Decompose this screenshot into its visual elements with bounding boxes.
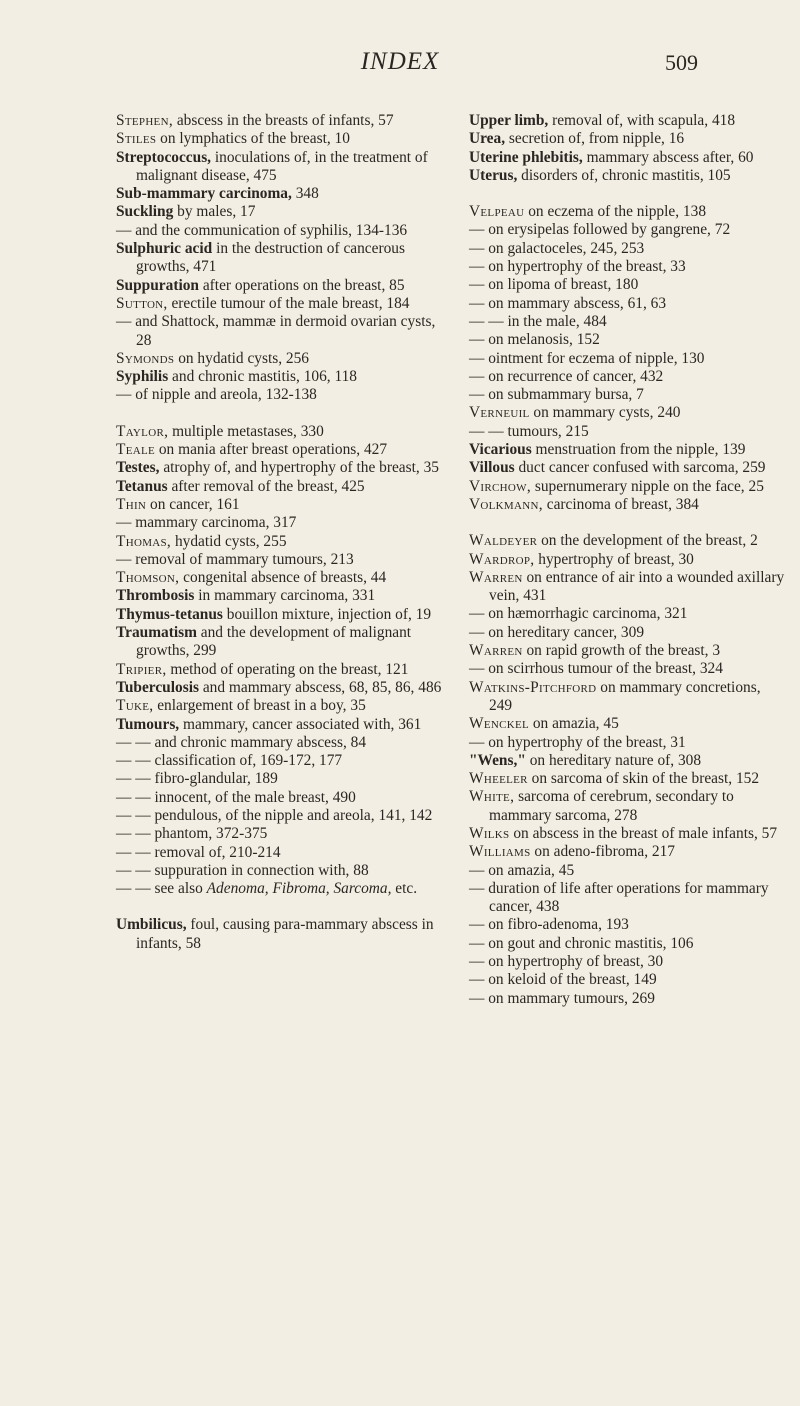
entry-text: on adeno-fibroma, 217	[530, 843, 676, 861]
entry-heading: Verneuil	[469, 404, 530, 422]
entry-heading: —	[469, 733, 485, 751]
entry-heading: —	[116, 386, 132, 404]
entry-heading: — —	[116, 880, 151, 898]
entry-heading: Tuke,	[116, 697, 154, 715]
letter-section-gap	[469, 514, 785, 532]
entry-text: on lymphatics of the breast, 10	[156, 130, 350, 148]
entry-heading: Volkmann,	[469, 495, 543, 513]
entry-text: sarcoma of cerebrum, secondary to mammary sarcoma, 278	[489, 788, 734, 824]
index-entry	[469, 459, 785, 477]
entry-heading: — —	[469, 422, 504, 440]
entry-heading: —	[469, 861, 485, 879]
index-entry	[469, 624, 785, 642]
index-entry	[469, 441, 785, 459]
index-entry	[116, 533, 450, 551]
entry-heading: — —	[469, 312, 504, 330]
entry-heading: Uterus,	[469, 166, 518, 184]
entry-heading: Thomas,	[116, 532, 172, 550]
index-entry	[469, 734, 785, 752]
entry-text: duct cancer confused with sarcoma, 259	[514, 459, 766, 477]
entry-heading: Uterine phlebitis,	[469, 148, 583, 166]
index-entry	[469, 295, 785, 313]
entry-text: on amazia, 45	[529, 715, 619, 733]
entry-heading: —	[469, 989, 485, 1007]
entry-text: removal of mammary tumours, 213	[131, 550, 354, 568]
entry-text: duration of life after operations for mammary cancer, 438	[484, 879, 769, 916]
index-entry	[469, 258, 785, 276]
entry-text: removal of, with scapula, 418	[548, 112, 736, 129]
entry-heading: Tumours,	[116, 715, 180, 733]
entry-text: supernumerary nipple on the face, 25	[530, 477, 764, 495]
entry-text: on mammary abscess, 61, 63	[484, 294, 667, 312]
entry-heading: Thrombosis	[116, 587, 195, 605]
entry-text: on gout and chronic mastitis, 106	[484, 934, 694, 952]
entry-heading: —	[469, 239, 485, 257]
index-entry	[116, 459, 450, 477]
entry-text: on hypertrophy of the breast, 33	[484, 258, 686, 276]
entry-text: after operations on the breast, 85	[198, 276, 405, 294]
entry-heading: Umbilicus,	[116, 916, 187, 934]
entry-heading: Warren	[469, 642, 523, 660]
entry-heading: Thomson,	[116, 569, 180, 587]
entry-text: and mammary abscess, 68, 85, 86, 486	[198, 678, 442, 696]
entry-text: enlargement of breast in a boy, 35	[153, 697, 366, 715]
index-entry	[116, 916, 450, 953]
entry-text: abscess in the breasts of infants, 57	[172, 112, 394, 129]
index-entry	[469, 953, 785, 971]
entry-text: suppuration in connection with, 88	[150, 861, 369, 879]
entry-heading: —	[469, 660, 485, 678]
index-entry	[469, 331, 785, 349]
entry-heading: — —	[116, 733, 151, 751]
entry-cross-reference: Adenoma, Fibroma, Sarcoma,	[206, 880, 392, 898]
index-entry	[116, 716, 450, 734]
entry-text: by males, 17	[173, 203, 256, 221]
index-entry	[116, 587, 450, 605]
index-entry	[469, 679, 785, 716]
entry-text: 348	[291, 185, 319, 203]
index-entry	[116, 661, 450, 679]
entry-text: on lipoma of breast, 180	[484, 276, 639, 294]
entry-text: on abscess in the breast of male infants, 57	[509, 824, 778, 842]
index-entry	[469, 551, 785, 569]
index-entry	[116, 807, 450, 825]
index-entry	[116, 277, 450, 295]
entry-heading: — —	[116, 770, 151, 788]
index-entry	[116, 770, 450, 788]
index-entry	[469, 112, 785, 130]
index-entry	[469, 825, 785, 843]
entry-text: hydatid cysts, 255	[171, 532, 287, 550]
index-entry	[116, 496, 450, 514]
index-entry	[469, 350, 785, 368]
entry-text: the communication of syphilis, 134-136	[157, 221, 408, 239]
letter-section-gap	[469, 185, 785, 203]
entry-text: of nipple and areola, 132-138	[131, 386, 317, 404]
entry-heading: Warren	[469, 568, 523, 586]
entry-text: removal of, 210-214	[150, 843, 281, 861]
entry-text: secretion of, from nipple, 16	[505, 130, 685, 148]
entry-text: on eczema of the nipple, 138	[524, 203, 707, 221]
index-entry	[469, 880, 785, 917]
entry-heading: Watkins-Pitchford	[469, 678, 597, 696]
index-entry	[116, 350, 450, 368]
entry-text: ointment for eczema of nipple, 130	[484, 349, 705, 367]
entry-text: in the male, 484	[503, 312, 607, 330]
entry-heading: — —	[116, 843, 151, 861]
entry-text: on scirrhous tumour of the breast, 324	[484, 660, 723, 678]
entry-text: carcinoma of breast, 384	[542, 495, 699, 513]
entry-text: see also	[150, 880, 207, 898]
entry-heading: — —	[116, 788, 151, 806]
entry-text: congenital absence of breasts, 44	[179, 569, 387, 587]
entry-heading: —	[469, 953, 485, 971]
entry-text: on rapid growth of the breast, 3	[522, 642, 721, 660]
entry-heading: Tripier,	[116, 660, 167, 678]
index-entry	[469, 404, 785, 422]
entry-text: and the development of malignant growths, 299	[136, 624, 412, 660]
index-entry	[116, 130, 450, 148]
entry-heading: Streptococcus,	[116, 148, 212, 166]
index-entry	[116, 551, 450, 569]
entry-heading: Vicarious	[469, 441, 532, 459]
entry-text: on entrance of air into a wounded axillary vein, 431	[489, 568, 785, 605]
entry-text: on the development of the breast, 2	[537, 532, 758, 550]
entry-text: fibro-glandular, 189	[150, 770, 278, 788]
entry-text: on hypertrophy of the breast, 31	[484, 733, 686, 751]
entry-text: on mammary concretions, 249	[489, 678, 761, 714]
index-entry	[469, 167, 785, 185]
entry-text: in the destruction of cancerous growths, 471	[136, 240, 405, 276]
entry-text: on hereditary cancer, 309	[484, 623, 645, 641]
index-entry	[116, 697, 450, 715]
entry-text: inoculations of, in the treatment of malignant disease, 475	[136, 148, 428, 184]
entry-heading: Traumatism	[116, 624, 197, 642]
index-entry	[116, 112, 450, 130]
entry-text: mammary abscess after, 60	[582, 148, 754, 166]
entry-heading: "Wens,"	[469, 751, 526, 769]
entry-text: on sarcoma of skin of the breast, 152	[527, 770, 760, 788]
index-entry	[469, 240, 785, 258]
entry-heading: Symonds	[116, 349, 175, 367]
entry-text: on erysipelas followed by gangrene, 72	[484, 221, 731, 239]
letter-section-gap	[116, 405, 450, 423]
entry-heading: — —	[116, 752, 151, 770]
entry-heading: Wheeler	[469, 770, 528, 788]
entry-heading: Thin	[116, 495, 147, 513]
entry-heading: Urea,	[469, 130, 506, 148]
index-entry	[469, 788, 785, 825]
entry-heading: Syphilis	[116, 368, 169, 386]
index-entry	[469, 642, 785, 660]
index-entry	[116, 441, 450, 459]
index-entry	[116, 569, 450, 587]
index-entry	[469, 478, 785, 496]
index-entry	[116, 222, 450, 240]
index-entry	[116, 880, 450, 898]
entry-heading: Suppuration	[116, 276, 199, 294]
entry-heading: Stephen,	[116, 112, 173, 129]
entry-heading: White,	[469, 788, 515, 806]
index-entry	[469, 843, 785, 861]
entry-heading: Tuberculosis	[116, 678, 199, 696]
entry-heading: — —	[116, 861, 151, 879]
index-entry	[116, 185, 450, 203]
entry-text: menstruation from the nipple, 139	[531, 441, 746, 459]
entry-heading: — —	[116, 825, 151, 843]
index-entry	[469, 660, 785, 678]
entry-text: pendulous, of the nipple and areola, 141, 142	[150, 806, 433, 824]
entry-text: on hydatid cysts, 256	[174, 349, 310, 367]
entry-heading: Wardrop,	[469, 550, 535, 568]
entry-heading: —	[469, 605, 485, 623]
entry-heading: — and	[116, 313, 158, 331]
entry-heading: —	[469, 916, 485, 934]
entry-heading: Stiles	[116, 130, 157, 148]
entry-text: on mania after breast operations, 427	[155, 441, 388, 459]
entry-text: on mammary tumours, 269	[484, 989, 655, 1007]
index-entry	[469, 971, 785, 989]
entry-heading: Williams	[469, 843, 531, 861]
entry-text: on recurrence of cancer, 432	[484, 367, 664, 385]
entry-heading: Velpeau	[469, 203, 525, 221]
entry-heading: Sub-mammary carcinoma,	[116, 185, 292, 203]
entry-text: on mammary cysts, 240	[529, 404, 681, 422]
entry-heading: Wenckel	[469, 715, 530, 733]
index-entry	[116, 789, 450, 807]
entry-text: and chronic mammary abscess, 84	[150, 733, 367, 751]
index-entry	[116, 752, 450, 770]
entry-heading: Sutton,	[116, 294, 168, 312]
entry-text: on galactoceles, 245, 253	[484, 239, 645, 257]
entry-heading: Wilks	[469, 824, 510, 842]
page-number: 509	[665, 50, 698, 75]
index-entry	[469, 916, 785, 934]
entry-text: method of operating on the breast, 121	[166, 660, 409, 678]
entry-heading: Suckling	[116, 203, 174, 221]
index-entry	[116, 295, 450, 313]
entry-text: on melanosis, 152	[484, 331, 600, 349]
index-entry	[469, 221, 785, 239]
letter-section-gap	[116, 898, 450, 916]
index-entry	[116, 606, 450, 624]
page-header	[0, 48, 800, 88]
index-entry	[469, 990, 785, 1008]
index-entry	[116, 478, 450, 496]
index-column-right	[469, 112, 785, 1008]
index-entry	[469, 752, 785, 770]
entry-heading: Villous	[469, 459, 515, 477]
index-entry	[469, 862, 785, 880]
entry-text: tumours, 215	[503, 422, 589, 440]
entry-heading: Thymus-tetanus	[116, 605, 223, 623]
entry-heading: —	[469, 349, 485, 367]
entry-heading: Sulphuric acid	[116, 240, 213, 258]
index-entry	[116, 203, 450, 221]
entry-text: atrophy of, and hypertrophy of the breast, 35	[159, 459, 439, 477]
entry-text: phantom, 372-375	[150, 825, 268, 843]
entry-heading: —	[116, 514, 132, 532]
index-entry	[116, 313, 450, 350]
entry-text: after removal of the breast, 425	[167, 477, 365, 495]
index-entry	[469, 386, 785, 404]
index-entry	[116, 825, 450, 843]
entry-text: on cancer, 161	[146, 495, 240, 513]
entry-heading: Upper limb,	[469, 112, 549, 129]
entry-heading: — —	[116, 806, 151, 824]
entry-heading: —	[469, 276, 485, 294]
entry-tail: etc.	[391, 880, 418, 898]
entry-text: on amazia, 45	[484, 861, 575, 879]
index-entry	[469, 203, 785, 221]
index-entry	[116, 624, 450, 661]
entry-text: on submammary bursa, 7	[484, 386, 644, 404]
entry-text: innocent, of the male breast, 490	[150, 788, 356, 806]
entry-text: on hypertrophy of breast, 30	[484, 953, 664, 971]
entry-text: on hæmorrhagic carcinoma, 321	[484, 605, 688, 623]
entry-heading: —	[469, 623, 485, 641]
entry-heading: Virchow,	[469, 477, 531, 495]
index-entry	[469, 149, 785, 167]
index-entry	[469, 423, 785, 441]
index-entry	[469, 130, 785, 148]
entry-text: on keloid of the breast, 149	[484, 971, 657, 989]
index-entry	[469, 532, 785, 550]
entry-text: mammary carcinoma, 317	[131, 514, 297, 532]
index-entry	[116, 149, 450, 186]
index-entry	[469, 496, 785, 514]
entry-heading: Tetanus	[116, 477, 168, 495]
index-entry	[116, 679, 450, 697]
entry-text: Shattock, mammæ in dermoid ovarian cysts, 28	[136, 313, 436, 349]
index-entry	[116, 368, 450, 386]
index-entry	[116, 862, 450, 880]
index-entry	[469, 368, 785, 386]
entry-heading: —	[469, 971, 485, 989]
entry-text: on hereditary nature of, 308	[525, 751, 702, 769]
entry-heading: —	[469, 386, 485, 404]
entry-heading: —	[469, 294, 485, 312]
entry-heading: —	[116, 550, 132, 568]
entry-text: bouillon mixture, injection of, 19	[222, 605, 432, 623]
index-entry	[469, 605, 785, 623]
entry-text: classification of, 169-172, 177	[150, 752, 343, 770]
entry-text: foul, causing para-mammary abscess in infants, 58	[136, 916, 434, 952]
entry-text: multiple metastases, 330	[168, 422, 324, 440]
entry-heading: — and	[116, 221, 158, 239]
entry-text: and chronic mastitis, 106, 118	[168, 368, 357, 386]
entry-heading: —	[469, 221, 485, 239]
entry-text: on fibro-adenoma, 193	[484, 916, 629, 934]
entry-heading: —	[469, 367, 485, 385]
entry-text: disorders of, chronic mastitis, 105	[517, 166, 731, 184]
index-entry	[469, 276, 785, 294]
index-entry	[116, 386, 450, 404]
index-entry	[116, 734, 450, 752]
entry-text: mammary, cancer associated with, 361	[179, 715, 422, 733]
index-column-left	[116, 112, 450, 953]
index-entry	[116, 514, 450, 532]
running-title: INDEX	[360, 48, 440, 75]
index-entry	[116, 240, 450, 277]
entry-text: in mammary carcinoma, 331	[194, 587, 376, 605]
index-entry	[469, 569, 785, 606]
entry-text: hypertrophy of breast, 30	[534, 550, 694, 568]
index-entry	[469, 313, 785, 331]
entry-heading: Testes,	[116, 459, 160, 477]
index-entry	[116, 844, 450, 862]
entry-heading: —	[469, 934, 485, 952]
entry-heading: —	[469, 258, 485, 276]
entry-heading: —	[469, 331, 485, 349]
entry-heading: Taylor,	[116, 422, 169, 440]
index-entry	[469, 935, 785, 953]
entry-heading: Teale	[116, 441, 156, 459]
index-entry	[116, 423, 450, 441]
entry-heading: Waldeyer	[469, 532, 538, 550]
index-entry	[469, 770, 785, 788]
entry-heading: —	[469, 879, 485, 897]
index-entry	[469, 715, 785, 733]
entry-text: erectile tumour of the male breast, 184	[167, 294, 410, 312]
